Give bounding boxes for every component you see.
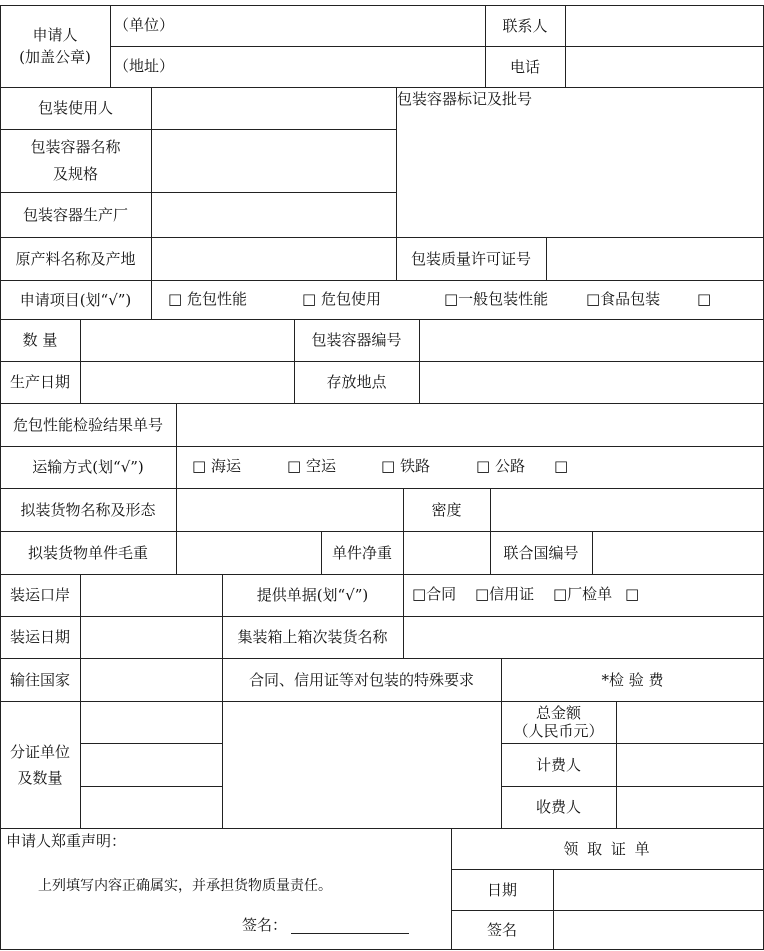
option-air[interactable]: □ 空运	[287, 457, 336, 475]
contact-label: 联系人	[502, 16, 548, 35]
quality-license-label: 包装质量许可证号	[410, 249, 531, 268]
total-amount-label	[501, 701, 616, 743]
receipt-date-field[interactable]	[554, 870, 763, 909]
distribution-field-2[interactable]	[81, 744, 221, 785]
danger-result-label: 危包性能检验结果单号	[12, 415, 163, 434]
inspection-fee-label: *检 验 费	[601, 670, 664, 689]
option-rail[interactable]: □ 铁路	[381, 457, 430, 475]
distribution-field-3[interactable]	[81, 787, 221, 827]
phone-field[interactable]	[566, 47, 763, 86]
signature-line[interactable]	[291, 919, 409, 934]
shipping-date-label: 装运日期	[9, 628, 70, 646]
un-number-label: 联合国编号	[503, 543, 579, 562]
documents-label: 提供单据(划“√”)	[256, 586, 369, 604]
container-goods-field[interactable]	[404, 617, 763, 657]
option-other[interactable]: □	[697, 290, 712, 308]
address-label: （地址）	[114, 57, 175, 75]
fee-collector-label: 收费人	[535, 798, 581, 816]
option-factory-inspection[interactable]: □厂检单	[553, 585, 613, 603]
density-label: 密度	[431, 500, 462, 519]
density-field[interactable]	[491, 489, 763, 530]
container-name-spec-field[interactable]	[152, 130, 395, 191]
phone-label: 电话	[509, 57, 540, 76]
net-weight-label: 单件净重	[331, 543, 392, 562]
danger-result-field[interactable]	[177, 404, 763, 445]
unit-field[interactable]	[180, 6, 484, 45]
application-items-label: 申请项目(划“√”)	[19, 290, 132, 309]
transport-label: 运输方式(划“√”)	[32, 458, 144, 476]
option-transport-other[interactable]: □	[554, 457, 569, 475]
option-road[interactable]: □ 公路	[476, 457, 525, 475]
distribution-field-1[interactable]	[81, 702, 221, 742]
raw-material-label: 原产料名称及产地	[15, 249, 136, 268]
marks-batch-label: 包装容器标记及批号	[397, 90, 533, 108]
container-name-spec-label	[0, 129, 151, 192]
package-user-label: 包装使用人	[37, 99, 113, 117]
package-user-field[interactable]	[152, 88, 395, 128]
contact-field[interactable]	[566, 6, 763, 45]
applicant-label-line2: (加盖公章)	[19, 48, 91, 66]
declaration-signature[interactable]	[242, 915, 409, 935]
un-number-field[interactable]	[593, 532, 763, 573]
quantity-field[interactable]	[81, 320, 293, 360]
gross-weight-field[interactable]	[177, 532, 320, 573]
unit-label: （单位）	[114, 16, 175, 34]
quantity-label: 数 量	[22, 331, 58, 349]
destination-field[interactable]	[81, 659, 221, 700]
fee-collector-field[interactable]	[617, 787, 763, 827]
fee-calculator-label: 计费人	[535, 755, 581, 774]
container-number-label: 包装容器编号	[311, 331, 402, 349]
manufacturer-field[interactable]	[152, 193, 395, 236]
receipt-title: 领 取 证 单	[563, 839, 652, 858]
port-field[interactable]	[81, 575, 221, 615]
container-name-spec-line1: 包装容器名称	[30, 137, 121, 156]
declaration-title: 申请人郑重声明：	[6, 832, 127, 850]
special-requirements-field[interactable]	[223, 702, 500, 827]
receipt-date-label: 日期	[486, 880, 517, 899]
container-name-spec-line2: 及规格	[52, 164, 98, 183]
receipt-sign-label: 签名	[486, 920, 517, 939]
storage-location-label: 存放地点	[326, 373, 387, 391]
manufacturer-label: 包装容器生产厂	[22, 205, 128, 224]
storage-location-field[interactable]	[420, 362, 763, 402]
applicant-label	[0, 5, 110, 87]
option-sea[interactable]: □ 海运	[192, 457, 241, 475]
receipt-sign-field[interactable]	[554, 911, 763, 948]
option-document-other[interactable]: □	[625, 585, 640, 603]
raw-material-field[interactable]	[152, 238, 395, 279]
option-general-performance[interactable]: □一般包装性能	[444, 290, 549, 308]
address-field[interactable]	[180, 47, 484, 86]
goods-name-form-field[interactable]	[177, 489, 402, 530]
gross-weight-label: 拟装货物单件毛重	[27, 543, 148, 562]
marks-batch-field[interactable]	[397, 112, 763, 236]
option-danger-performance[interactable]: □ 危包性能	[168, 290, 247, 308]
goods-name-form-label: 拟装货物名称及形态	[20, 500, 156, 519]
special-requirements-label: 合同、信用证等对包装的特殊要求	[248, 670, 474, 689]
net-weight-field[interactable]	[404, 532, 489, 573]
port-label: 装运口岸	[9, 586, 70, 604]
option-letter-of-credit[interactable]: □信用证	[475, 585, 535, 603]
option-danger-use[interactable]: □ 危包使用	[302, 290, 381, 308]
declaration-sign-label: 签名：	[242, 916, 288, 934]
quality-license-field[interactable]	[547, 238, 763, 279]
total-amount-line2: （人民币元）	[513, 722, 604, 740]
distribution-line1: 分证单位	[9, 742, 70, 761]
total-amount-line1: 总金额	[535, 704, 581, 722]
distribution-line2: 及数量	[17, 768, 63, 787]
production-date-field[interactable]	[81, 362, 293, 402]
container-number-field[interactable]	[420, 320, 763, 360]
option-food-packaging[interactable]: □食品包装	[586, 290, 661, 308]
applicant-label-line1: 申请人	[32, 26, 78, 44]
total-amount-field[interactable]	[617, 702, 763, 742]
production-date-label: 生产日期	[9, 373, 70, 391]
shipping-date-field[interactable]	[81, 617, 221, 657]
fee-calculator-field[interactable]	[617, 744, 763, 785]
declaration-text: 上列填写内容正确属实，并承担货物质量责任。	[38, 878, 332, 894]
destination-label: 输往国家	[9, 670, 70, 689]
option-contract[interactable]: □合同	[412, 585, 457, 603]
distribution-label	[0, 701, 80, 828]
container-goods-label: 集装箱上箱次装货名称	[237, 628, 388, 646]
